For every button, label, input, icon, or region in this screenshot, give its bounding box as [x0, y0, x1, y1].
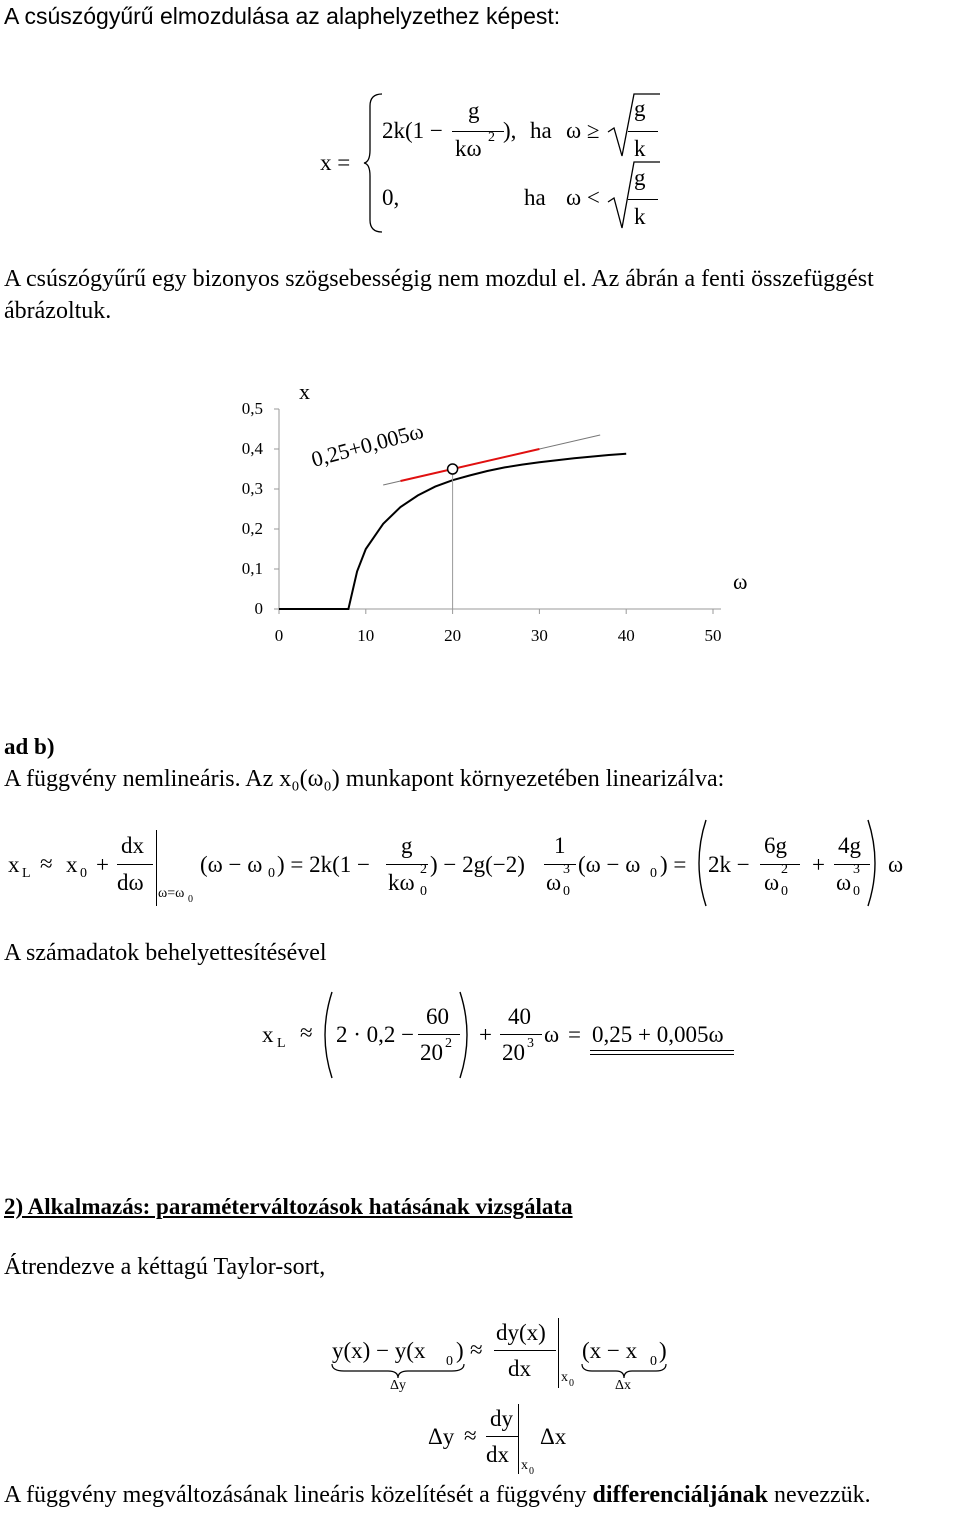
- brace-label-dx: Δx: [615, 1378, 632, 1393]
- paren1-sub: 0: [268, 866, 275, 881]
- mid-expr: ) − 2g(−2): [430, 852, 525, 877]
- num-f1-num: 60: [426, 1004, 449, 1029]
- case2-sqrt-num: g: [634, 165, 646, 190]
- y-tick-label: 0,5: [241, 399, 263, 418]
- case1-frac-den-exp: 2: [488, 130, 495, 145]
- y-tick-label: 0,1: [241, 559, 263, 578]
- case2-expr: 0,: [382, 185, 400, 210]
- xL-sub: L: [22, 866, 31, 881]
- num-f1-bar: [418, 1034, 460, 1035]
- xL: x: [8, 852, 20, 877]
- f4-den-exp: 3: [853, 862, 860, 877]
- taylor1-rhs-sub: 0: [650, 1354, 657, 1369]
- f3-bar: [760, 864, 800, 865]
- paragraph-2: A függvény nemlineáris. Az x₀(ω₀) munkapont környezetében linearizálva:: [4, 766, 725, 792]
- intro-text: A csúszógyűrű elmozdulása az alaphelyzethez képest:: [4, 3, 561, 29]
- paragraph-3: A számadatok behelyettesítésével: [4, 940, 327, 966]
- f2-num: 1: [554, 833, 566, 858]
- x-tick-label: 30: [530, 626, 548, 645]
- case1-ha: ha: [530, 118, 552, 143]
- result-underline-1: [590, 1050, 734, 1051]
- final-text-pre: A függvény megváltozásának lineáris közelítését a függvény: [4, 1482, 593, 1508]
- paren2: (ω − ω: [578, 852, 641, 877]
- omega-end: ω: [888, 852, 904, 877]
- ad-b-heading: ad b): [4, 734, 55, 759]
- approx-1: ≈: [40, 851, 53, 876]
- x-tick-label: 40: [617, 626, 635, 645]
- f4-den: ω: [836, 870, 852, 895]
- taylor2-lhs: Δy: [428, 1424, 455, 1449]
- taylor2-eval-sub2: 0: [529, 1466, 534, 1477]
- num-f2-den-exp: 3: [527, 1036, 534, 1051]
- y-tick-label: 0,3: [241, 479, 263, 498]
- paragraph-1-line-2: ábrázoltuk.: [4, 298, 112, 324]
- num-paren-right: [456, 990, 476, 1080]
- num-approx: ≈: [300, 1020, 313, 1045]
- taylor1-lhs: y(x) − y(x: [332, 1338, 426, 1363]
- f4-num: 4g: [838, 833, 861, 858]
- taylor1-rhs-close: ): [659, 1338, 667, 1363]
- num-f2-num: 40: [508, 1004, 531, 1029]
- f3-den-exp: 2: [781, 862, 788, 877]
- big-paren-right: [864, 818, 884, 908]
- deriv-den: dω: [117, 870, 144, 895]
- case2-sqrt-bar: [628, 199, 658, 200]
- taylor1-eval-bar: [558, 1318, 559, 1388]
- taylor1-lhs-close: ): [456, 1338, 464, 1363]
- eval-bar: [156, 830, 157, 906]
- tangent-annotation: 0,25+0,005ω: [308, 417, 426, 472]
- f4-den-sub: 0: [853, 884, 860, 899]
- two-k: 2k −: [708, 852, 750, 877]
- brace-label-dy: Δy: [390, 1378, 407, 1393]
- num-f2-bar: [500, 1034, 542, 1035]
- plus-2: +: [812, 852, 825, 877]
- taylor1-bar: [494, 1350, 556, 1351]
- num-f1-den: 20: [420, 1040, 443, 1065]
- taylor1-approx: ≈: [470, 1337, 483, 1362]
- num-xL-sub: L: [277, 1036, 286, 1051]
- case2-sqrt-den: k: [634, 204, 646, 229]
- marker-point: [448, 464, 458, 474]
- y-tick-label: 0: [254, 599, 263, 618]
- final-sentence: [4, 1482, 871, 1509]
- case2-cond: ω <: [566, 185, 600, 210]
- case2-ha: ha: [524, 185, 546, 210]
- paragraph-4: Átrendezve a kéttagú Taylor-sort,: [4, 1254, 326, 1280]
- case1-frac-bar: [452, 131, 504, 132]
- f1-den: kω: [388, 870, 415, 895]
- paren2-sub: 0: [650, 866, 657, 881]
- big-paren-left: [690, 818, 710, 908]
- deriv-bar: [117, 864, 153, 865]
- taylor1-eval-sub2: 0: [569, 1378, 574, 1389]
- taylor2-approx: ≈: [464, 1423, 477, 1448]
- f3-den-sub: 0: [781, 884, 788, 899]
- f2-den: ω: [546, 870, 562, 895]
- num-omega: ω: [544, 1022, 560, 1047]
- f3-num: 6g: [764, 833, 787, 858]
- eval-at: ω=ω: [158, 886, 185, 901]
- paren1: (ω − ω: [200, 852, 263, 877]
- final-text-post: nevezzük.: [768, 1482, 871, 1508]
- case1-sqrt-bar: [628, 131, 658, 132]
- taylor2-rhs: Δx: [540, 1424, 567, 1449]
- case1-frac-num: g: [468, 98, 480, 123]
- y-tick-label: 0,2: [241, 519, 263, 538]
- taylor1-lhs-sub: 0: [446, 1354, 453, 1369]
- deriv-num: dx: [121, 833, 144, 858]
- piecewise-lhs: x =: [320, 150, 351, 175]
- x0: x: [66, 852, 78, 877]
- eval-at-sub: 0: [188, 894, 193, 905]
- num-plus: +: [479, 1022, 492, 1047]
- num-f1-den-exp: 2: [445, 1036, 452, 1051]
- x-axis-label: ω: [733, 569, 748, 594]
- taylor1-rhs: (x − x: [582, 1338, 638, 1363]
- case1-sqrt-num: g: [634, 96, 646, 121]
- x0-sub: 0: [80, 866, 87, 881]
- case1-cond: ω ≥: [566, 118, 600, 143]
- x-tick-label: 50: [704, 626, 722, 645]
- x-tick-label: 0: [274, 626, 284, 645]
- taylor2-eval-bar: [518, 1404, 519, 1474]
- f1-den-sub: 0: [420, 884, 427, 899]
- f2-den-sub: 0: [563, 884, 570, 899]
- y-tick-label: 0,4: [241, 439, 263, 458]
- taylor2-dden: dx: [486, 1442, 509, 1467]
- f2-bar: [544, 864, 576, 865]
- case1-left: 2k(1 −: [382, 118, 443, 143]
- f2-den-exp: 3: [563, 862, 570, 877]
- result-underline-2: [590, 1054, 734, 1055]
- case1-right: ),: [503, 118, 517, 143]
- f1-num: g: [401, 833, 413, 858]
- num-f2-den: 20: [502, 1040, 525, 1065]
- num-equals: =: [568, 1022, 581, 1047]
- paren1-close: ) = 2k(1 −: [277, 852, 371, 877]
- taylor2-bar: [486, 1436, 518, 1437]
- final-text-bold: differenciáljának: [592, 1482, 769, 1508]
- taylor2-eval-sub: x: [521, 1458, 528, 1473]
- num-result: 0,25 + 0,005ω: [592, 1022, 724, 1047]
- left-brace: [362, 92, 386, 234]
- num-xL: x: [262, 1022, 274, 1047]
- taylor1-dnum: dy(x): [496, 1320, 546, 1345]
- x-tick-label: 20: [444, 626, 462, 645]
- taylor1-eval-sub: x: [561, 1370, 568, 1385]
- num-paren-left: [316, 990, 336, 1080]
- num-part1: 2 · 0,2 −: [336, 1022, 415, 1047]
- line-chart: [200, 375, 780, 675]
- paren2-close: ) =: [660, 852, 687, 877]
- y-axis-label: x: [299, 379, 310, 404]
- plus-1: +: [96, 852, 109, 877]
- section-2-heading: [4, 1194, 573, 1220]
- case1-frac-den: kω: [455, 136, 482, 161]
- f3-den: ω: [764, 870, 780, 895]
- taylor2-dnum: dy: [490, 1406, 513, 1431]
- f1-den-exp: 2: [420, 862, 427, 877]
- x-tick-label: 10: [357, 626, 375, 645]
- paragraph-1-line-1: A csúszógyűrű egy bizonyos szögsebességig nem mozdul el. Az ábrán a fenti összefüggést: [4, 266, 874, 292]
- case1-sqrt-den: k: [634, 136, 646, 161]
- section-2-heading-text: 2) Alkalmazás: paraméterváltozások hatásának vizsgálata: [4, 1194, 573, 1219]
- taylor1-dden: dx: [508, 1356, 531, 1381]
